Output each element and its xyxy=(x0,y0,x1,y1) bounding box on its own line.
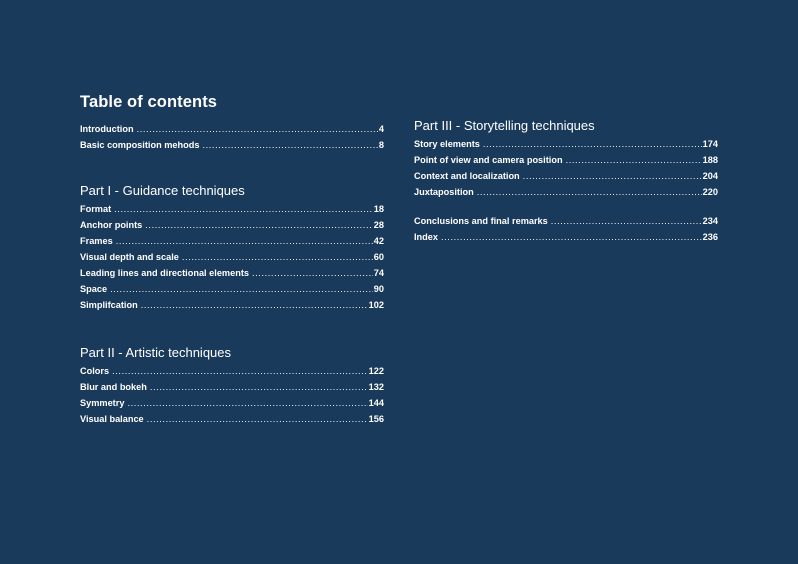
entry-label: Conclusions and final remarks xyxy=(414,216,548,226)
dot-leader xyxy=(147,411,368,427)
toc-entry[interactable] xyxy=(80,233,384,249)
dot-leader xyxy=(116,233,373,249)
toc-entry[interactable] xyxy=(80,281,384,297)
entry-page-number: 8 xyxy=(378,140,384,150)
dot-leader xyxy=(114,201,373,217)
part1-section xyxy=(80,183,384,313)
entry-label: Juxtaposition xyxy=(414,187,474,197)
entry-page-number: 4 xyxy=(378,124,384,134)
dot-leader xyxy=(483,136,702,152)
entry-label: Index xyxy=(414,232,438,242)
toc-entry[interactable] xyxy=(80,121,384,137)
toc-entry[interactable] xyxy=(80,249,384,265)
part3-section xyxy=(414,118,718,200)
entry-label: Introduction xyxy=(80,124,134,134)
toc-entry[interactable] xyxy=(80,363,384,379)
dot-leader xyxy=(145,217,372,233)
toc-entry[interactable] xyxy=(414,184,718,200)
dot-leader xyxy=(477,184,702,200)
dot-leader xyxy=(523,168,702,184)
toc-entry[interactable] xyxy=(414,213,718,229)
toc-entry[interactable] xyxy=(80,137,384,153)
part2-section xyxy=(80,345,384,427)
dot-leader xyxy=(551,213,702,229)
entry-page-number: 220 xyxy=(702,187,718,197)
toc-entry[interactable] xyxy=(80,411,384,427)
entry-page-number: 236 xyxy=(702,232,718,242)
part3-heading: Part III - Storytelling techniques xyxy=(414,118,595,133)
dot-leader xyxy=(150,379,368,395)
toc-entry[interactable] xyxy=(80,217,384,233)
entry-page-number: 204 xyxy=(702,171,718,181)
dot-leader xyxy=(441,229,702,245)
toc-entry[interactable] xyxy=(80,201,384,217)
entry-page-number: 174 xyxy=(702,139,718,149)
dot-leader xyxy=(141,297,368,313)
dot-leader xyxy=(566,152,702,168)
toc-entry[interactable] xyxy=(414,168,718,184)
toc-title: Table of contents xyxy=(80,93,218,111)
dot-leader xyxy=(112,363,368,379)
intro-entry-list xyxy=(80,121,384,153)
entry-label: Point of view and camera position xyxy=(414,155,563,165)
entry-label: Visual balance xyxy=(80,414,144,424)
entry-label: Frames xyxy=(80,236,113,246)
entry-page-number: 90 xyxy=(373,284,384,294)
toc-entry[interactable] xyxy=(414,136,718,152)
dot-leader xyxy=(110,281,373,297)
entry-page-number: 102 xyxy=(368,300,384,310)
entry-label: Story elements xyxy=(414,139,480,149)
toc-entry[interactable] xyxy=(80,395,384,411)
entry-label: Symmetry xyxy=(80,398,125,408)
entry-page-number: 42 xyxy=(373,236,384,246)
entry-page-number: 74 xyxy=(373,268,384,278)
entry-label: Space xyxy=(80,284,108,294)
entry-label: Format xyxy=(80,204,112,214)
toc-entry[interactable] xyxy=(414,152,718,168)
toc-entry[interactable] xyxy=(80,297,384,313)
toc-left-column xyxy=(80,92,384,427)
entry-label: Anchor points xyxy=(80,220,143,230)
toc-entry[interactable] xyxy=(80,265,384,281)
entry-label: Context and localization xyxy=(414,171,520,181)
entry-label: Blur and bokeh xyxy=(80,382,147,392)
toc-entry[interactable] xyxy=(80,379,384,395)
entry-page-number: 122 xyxy=(368,366,384,376)
entry-page-number: 144 xyxy=(368,398,384,408)
dot-leader xyxy=(182,249,373,265)
entry-label: Simplifcation xyxy=(80,300,138,310)
entry-page-number: 60 xyxy=(373,252,384,262)
entry-label: Leading lines and directional elements xyxy=(80,268,249,278)
entry-page-number: 156 xyxy=(368,414,384,424)
part1-heading: Part I - Guidance techniques xyxy=(80,183,245,198)
toc-entry[interactable] xyxy=(414,229,718,245)
closing-entry-list xyxy=(414,213,718,245)
entry-page-number: 234 xyxy=(702,216,718,226)
toc-right-column xyxy=(414,118,718,245)
entry-label: Colors xyxy=(80,366,110,376)
part2-heading: Part II - Artistic techniques xyxy=(80,345,232,360)
entry-page-number: 28 xyxy=(373,220,384,230)
dot-leader xyxy=(137,121,378,137)
entry-page-number: 18 xyxy=(373,204,384,214)
dot-leader xyxy=(202,137,377,153)
entry-page-number: 188 xyxy=(702,155,718,165)
dot-leader xyxy=(127,395,367,411)
dot-leader xyxy=(252,265,373,281)
entry-page-number: 132 xyxy=(368,382,384,392)
entry-label: Visual depth and scale xyxy=(80,252,179,262)
entry-label: Basic composition mehods xyxy=(80,140,200,150)
